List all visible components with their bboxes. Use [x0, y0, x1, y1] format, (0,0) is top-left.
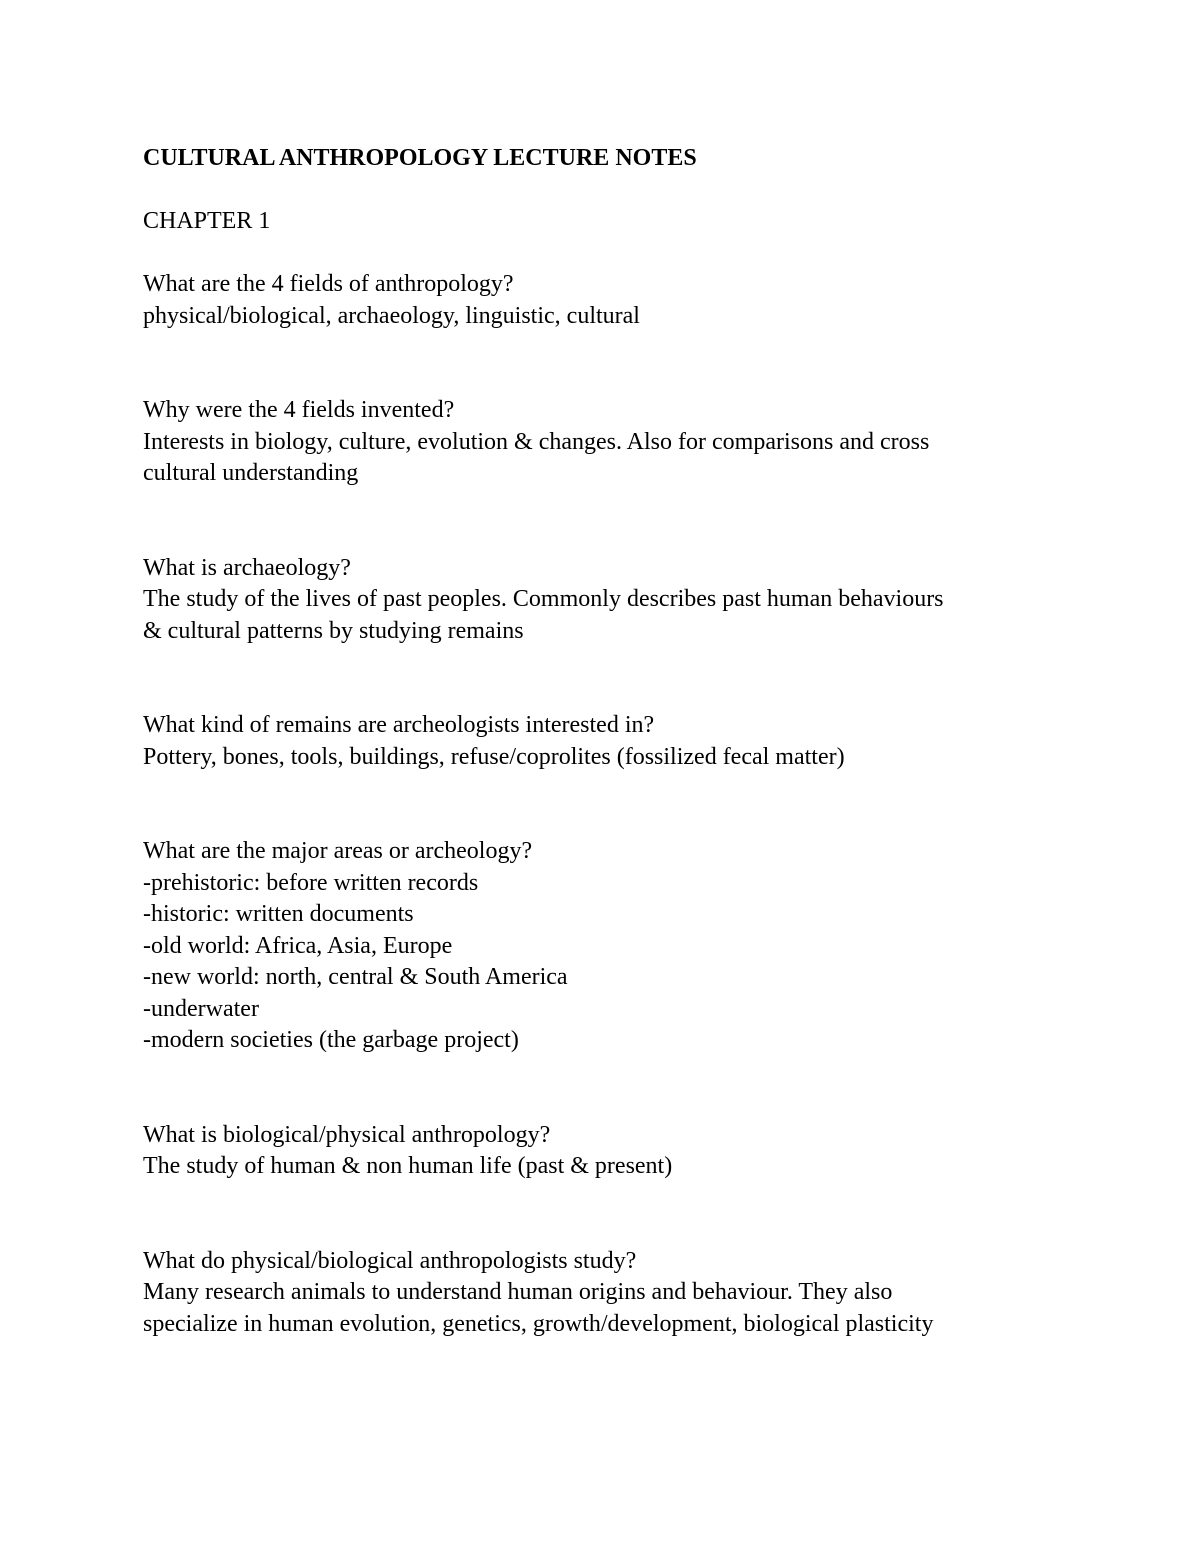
answer-line: Many research animals to understand human origins and behaviour. They also [143, 1279, 893, 1305]
answer-line: specialize in human evolution, genetics, growth/development, biological plasticity [143, 1310, 934, 1337]
answer-line: cultural understanding [143, 460, 359, 486]
list-item: -old world: Africa, Asia, Europe [143, 932, 453, 959]
list-item: -underwater [143, 995, 259, 1022]
qa-section-major-areas [143, 836, 1143, 1057]
question: What are the major areas or archeology? [143, 838, 533, 864]
list-item: -new world: north, central & South America [143, 964, 568, 990]
list-item: -modern societies (the garbage project) [143, 1027, 519, 1053]
question: What do physical/biological anthropologists study? [143, 1247, 637, 1274]
spacer [143, 647, 1143, 710]
qa-section-biological-study [143, 1246, 1143, 1341]
qa-section-remains [143, 710, 1143, 773]
qa-section-invented [143, 395, 1143, 490]
qa-section-fields [143, 269, 1143, 332]
spacer [143, 1057, 1143, 1120]
answer-line: physical/biological, archaeology, linguistic, cultural [143, 302, 640, 329]
question: What are the 4 fields of anthropology? [143, 271, 514, 297]
spacer [143, 773, 1143, 836]
answer-line: Pottery, bones, tools, buildings, refuse/coprolites (fossilized fecal matter) [143, 743, 845, 770]
question: Why were the 4 fields invented? [143, 397, 455, 423]
document-body [143, 143, 1143, 1340]
answer-line: The study of the lives of past peoples. Commonly describes past human behaviours [143, 586, 944, 612]
question: What kind of remains are archeologists interested in? [143, 712, 655, 738]
question: What is biological/physical anthropology? [143, 1121, 551, 1148]
question: What is archaeology? [143, 554, 351, 581]
answer-line: The study of human & non human life (past & present) [143, 1153, 673, 1179]
answer-line: & cultural patterns by studying remains [143, 617, 524, 644]
spacer [143, 490, 1143, 553]
spacer [143, 238, 1143, 270]
answer-line: Interests in biology, culture, evolution & changes. Also for comparisons and cross [143, 428, 930, 455]
chapter-heading: CHAPTER 1 [143, 208, 271, 234]
spacer [143, 1183, 1143, 1246]
document-title: CULTURAL ANTHROPOLOGY LECTURE NOTES [143, 145, 697, 171]
qa-section-biological [143, 1120, 1143, 1183]
list-item: -prehistoric: before written records [143, 869, 479, 896]
qa-section-archaeology [143, 553, 1143, 648]
spacer [143, 175, 1143, 207]
list-item: -historic: written documents [143, 901, 414, 927]
spacer [143, 332, 1143, 395]
